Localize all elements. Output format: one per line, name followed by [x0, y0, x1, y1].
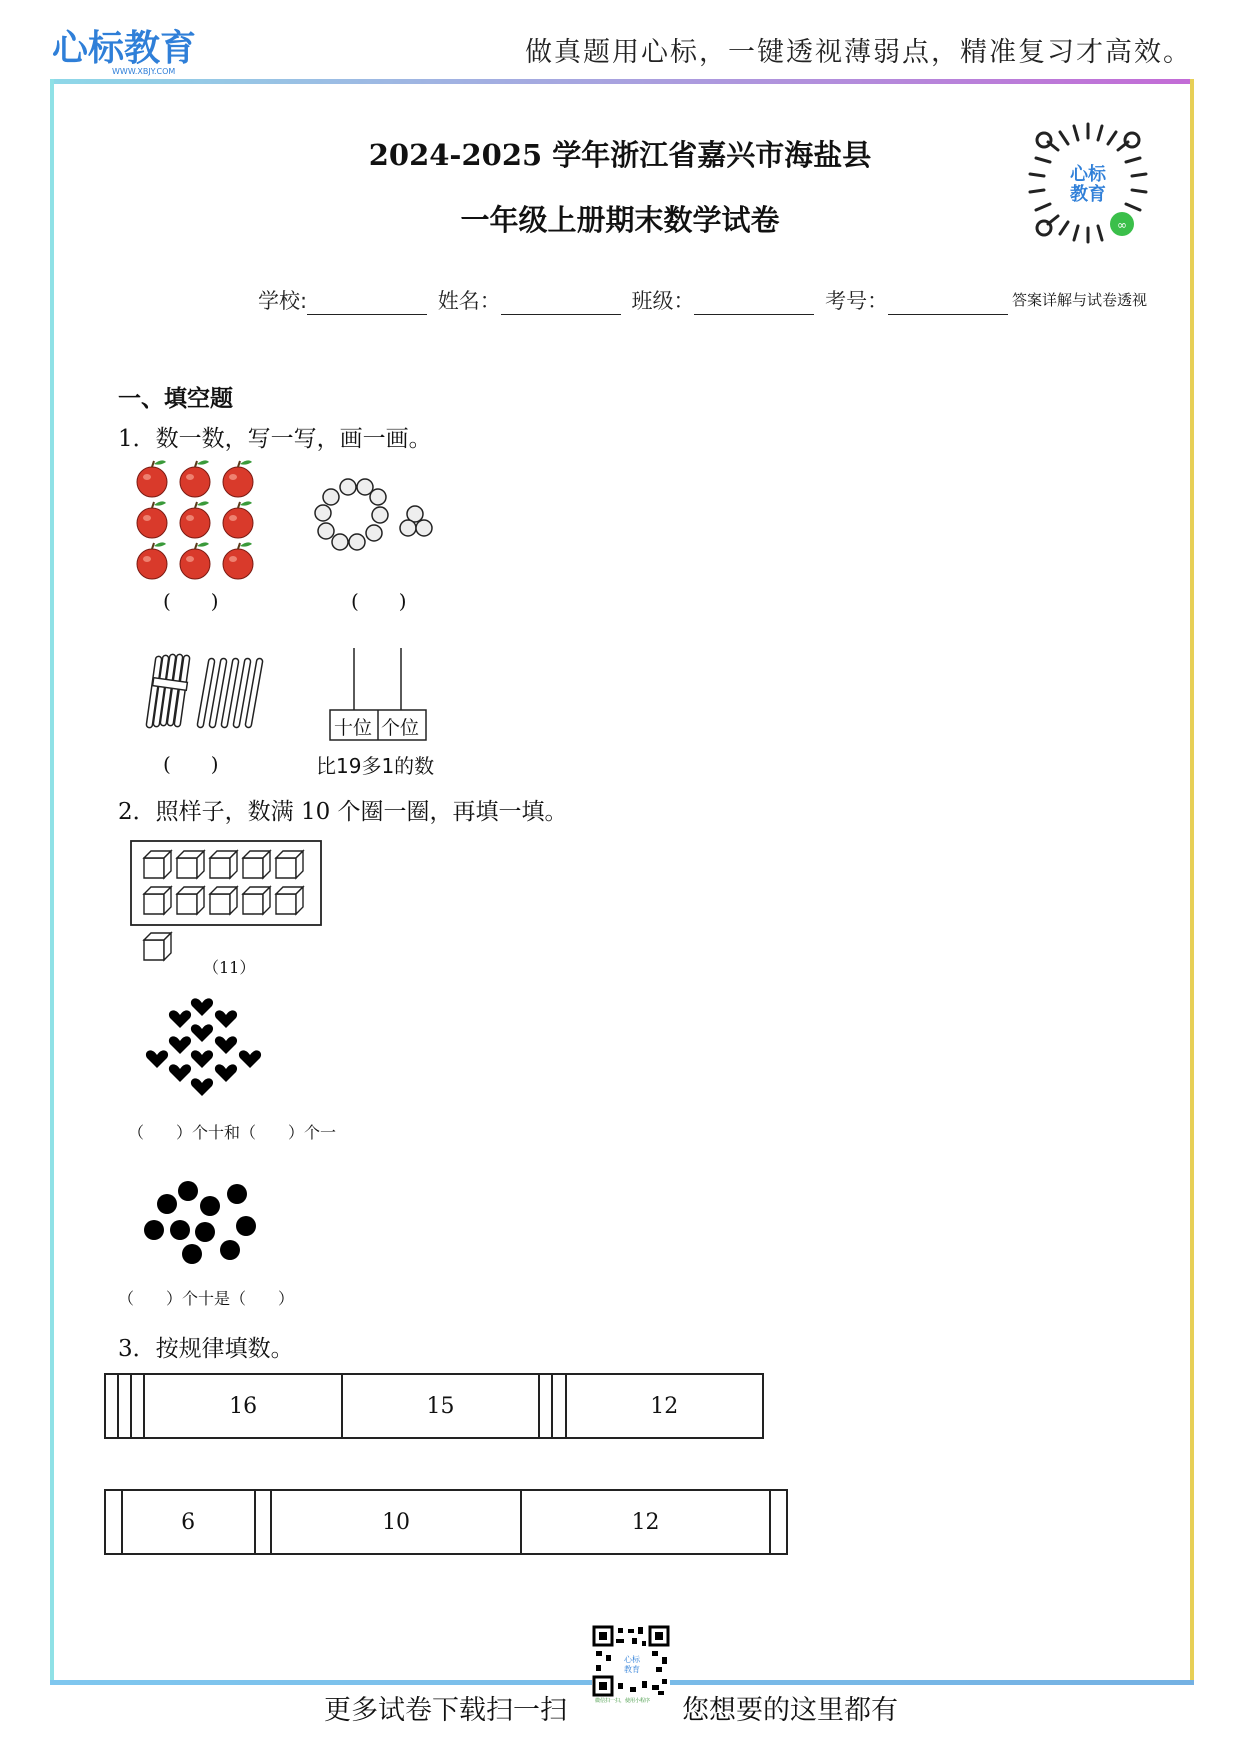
apples-image	[132, 458, 266, 586]
section-title-fill-in: 一、填空题	[118, 386, 233, 412]
sequence-table-2	[104, 1489, 788, 1555]
sequence-cell[interactable]	[255, 1490, 272, 1554]
exam-title-line2: 一年级上册期末数学试卷	[460, 203, 780, 237]
svg-text:教育: 教育	[1070, 184, 1106, 205]
sequence-cell[interactable]	[118, 1374, 131, 1438]
sequence-cell: 16	[144, 1374, 341, 1438]
svg-text:心标: 心标	[1070, 164, 1106, 185]
q1-apples-answer-paren[interactable]: ( )	[163, 589, 219, 613]
mini-program-qr-icon[interactable]	[1022, 118, 1154, 250]
question-2-text: 2．照样子，数满 10 个圈一圈，再填一填。	[118, 799, 568, 825]
q1-beads-answer-paren[interactable]: ( )	[351, 589, 407, 613]
border-left	[50, 79, 54, 1684]
cubes-example-image	[130, 840, 325, 962]
sequence-cell[interactable]	[131, 1374, 144, 1438]
question-1-text: 1．数一数，写一写，画一画。	[118, 426, 432, 452]
school-label: 学校:	[258, 289, 308, 313]
footer-left-text: 更多试卷下载扫一扫	[324, 1695, 567, 1726]
footer-qr-caption: 微信扫一扫，使用小程序	[595, 1698, 651, 1704]
name-field[interactable]	[501, 294, 621, 315]
exam-no-field[interactable]	[888, 294, 1008, 315]
border-right	[1190, 79, 1194, 1684]
exam-no-label: 考号：	[825, 289, 889, 313]
footer-qr-icon[interactable]	[592, 1625, 670, 1697]
qr-caption: 答案详解与试卷透视	[1012, 291, 1148, 309]
hearts-image	[144, 994, 268, 1106]
hearts-fill-blank[interactable]: （ ）个十和（ ）个一	[128, 1123, 337, 1142]
svg-text:∞: ∞	[1117, 218, 1127, 232]
class-label: 班级：	[631, 289, 695, 313]
xinbiao-logo	[50, 22, 210, 78]
school-field[interactable]	[307, 294, 427, 315]
sequence-cell[interactable]	[552, 1374, 565, 1438]
sequence-cell[interactable]	[105, 1490, 122, 1554]
student-info-line	[258, 285, 1012, 315]
svg-text:教育: 教育	[624, 1665, 640, 1674]
sequence-cell: 6	[122, 1490, 255, 1554]
abacus-caption: 比19多1的数	[316, 754, 435, 778]
sticks-bundle-image	[145, 650, 267, 732]
svg-text:心标: 心标	[624, 1655, 640, 1664]
sequence-cell[interactable]	[539, 1374, 552, 1438]
sequence-cell: 12	[566, 1374, 763, 1438]
name-label: 姓名：	[437, 289, 501, 313]
q1-sticks-answer-paren[interactable]: ( )	[163, 752, 219, 776]
example-answer: （11）	[203, 958, 256, 977]
beads-image	[314, 478, 444, 552]
exam-title-line1: 2024-2025 学年浙江省嘉兴市海盐县	[368, 138, 872, 172]
svg-text:WWW.XBJY.COM: WWW.XBJY.COM	[112, 67, 176, 76]
abacus-ones-label: 个位	[381, 717, 420, 739]
class-field[interactable]	[694, 294, 814, 315]
sequence-cell: 12	[521, 1490, 771, 1554]
question-3-text: 3．按规律填数。	[118, 1336, 294, 1362]
dots-image	[142, 1180, 260, 1266]
dots-fill-blank[interactable]: （ ）个十是（ ）	[118, 1289, 295, 1308]
svg-text:心标教育: 心标教育	[52, 28, 197, 69]
sequence-cell: 10	[271, 1490, 521, 1554]
abacus-tens-label: 十位	[334, 717, 373, 739]
border-top	[50, 79, 1194, 84]
footer-right-text: 您想要的这里都有	[682, 1695, 898, 1726]
header-slogan: 做真题用心标，一键透视薄弱点，精准复习才高效。	[525, 37, 1192, 68]
sequence-cell: 15	[342, 1374, 539, 1438]
sequence-cell[interactable]	[105, 1374, 118, 1438]
sequence-cell[interactable]	[770, 1490, 787, 1554]
sequence-table-1	[104, 1373, 764, 1439]
